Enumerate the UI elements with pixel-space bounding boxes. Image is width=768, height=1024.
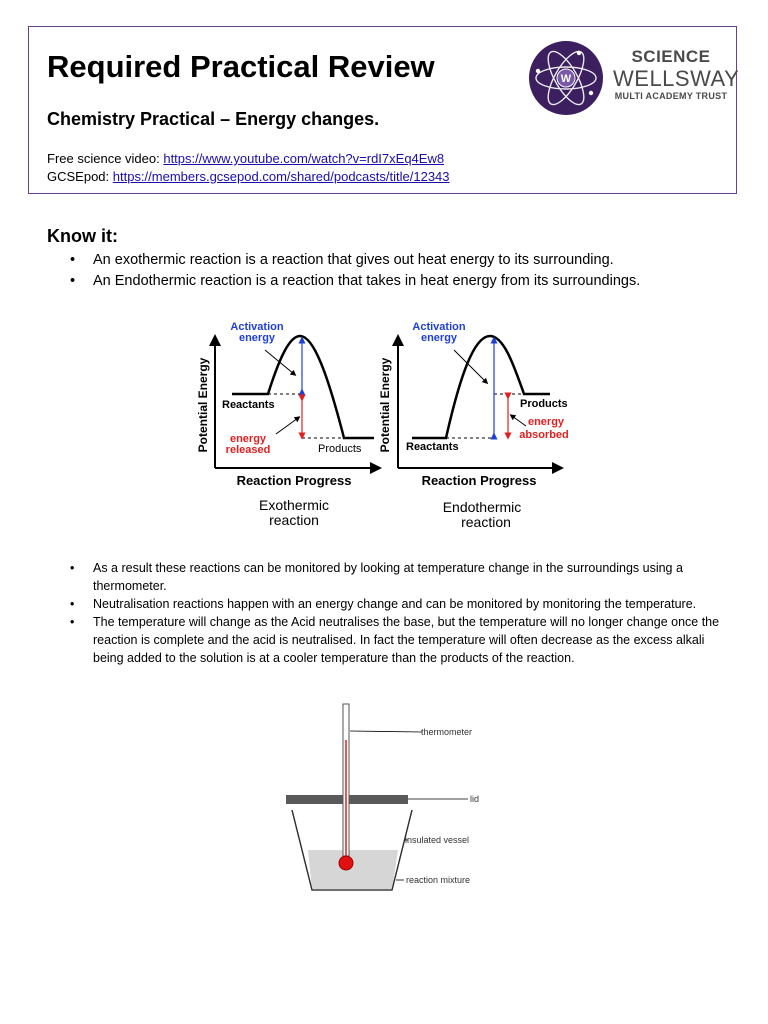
logo-text: [613, 47, 740, 101]
exo-reactants-label: Reactants: [222, 399, 275, 411]
endo-x-axis-label: Reaction Progress: [421, 473, 537, 488]
page-subtitle: Chemistry Practical – Energy changes.: [47, 109, 380, 129]
gcsepod-link-label: GCSEpod:: [47, 169, 113, 184]
notes-list: [70, 559, 730, 667]
school-logo: [529, 41, 740, 117]
exo-products-label: Products: [318, 443, 362, 455]
thermometer-label: thermometer: [421, 727, 473, 737]
list-item: • The temperature will change as the Acid neutralises the base, but the temperature will no longer change once the reaction is complete and the acid is neutralised. In fact the temperature will often decrease as the excess alkali being added to the solution is at a cooler temperature than the products of the reaction.: [70, 613, 730, 667]
list-item: • An Endothermic reaction is a reaction that takes in heat energy from its surroundings.: [70, 271, 710, 292]
endo-y-axis-label: Potential Energy: [378, 357, 392, 453]
endo-activation-label-2: energy: [420, 332, 458, 344]
exo-activation-label-1: Activation: [230, 321, 284, 333]
endo-products-label: Products: [520, 398, 568, 410]
exothermic-diagram: [196, 321, 376, 528]
energy-released-label-1: energy: [229, 433, 267, 445]
endo-caption-1: Endothermic: [442, 499, 522, 515]
list-item: • As a result these reactions can be monitored by looking at temperature change in the surroundings using a thermometer.: [70, 559, 730, 595]
insulated-vessel-label: insulated vessel: [405, 835, 470, 845]
endo-reactants-label: Reactants: [406, 441, 459, 453]
video-link[interactable]: https://www.youtube.com/watch?v=rdI7xEq4Ew8: [163, 151, 445, 166]
exo-caption-1: Exothermic: [258, 497, 330, 513]
list-item: • An exothermic reaction is a reaction that gives out heat energy to its surrounding.: [70, 250, 710, 271]
energy-absorbed-label-1: energy: [527, 416, 565, 428]
logo-line-3: MULTI ACADEMY TRUST: [614, 91, 728, 101]
reaction-mixture-label: reaction mixture: [406, 875, 471, 885]
page-title: Required Practical Review: [47, 49, 435, 84]
endo-activation-label-1: Activation: [412, 321, 466, 333]
logo-line-2: WELLSWAY: [613, 66, 740, 91]
list-item: • Neutralisation reactions happen with an energy change and can be monitored by monitoring the temperature.: [70, 595, 730, 613]
video-link-label: Free science video:: [47, 151, 164, 166]
exo-caption-2: reaction: [269, 512, 319, 528]
know-it-heading: Know it:: [47, 226, 118, 246]
reaction-mixture: [308, 850, 398, 890]
logo-emblem-letter: W: [560, 73, 572, 85]
energy-profile-diagram: [190, 316, 569, 538]
gcsepod-link[interactable]: https://members.gcsepod.com/shared/podcasts/title/12343: [112, 169, 450, 184]
endo-caption-2: reaction: [461, 514, 511, 530]
atom-icon: [529, 41, 603, 115]
exo-y-axis-label: Potential Energy: [196, 357, 210, 453]
energy-absorbed-label-2: absorbed: [519, 429, 569, 441]
exo-activation-label-2: energy: [238, 332, 276, 344]
logo-line-1: SCIENCE: [631, 47, 711, 66]
video-link-line: [47, 151, 444, 166]
exo-x-axis-label: Reaction Progress: [236, 473, 352, 488]
know-it-list: [70, 250, 710, 292]
lid-label: lid: [470, 794, 480, 804]
energy-released-label-2: released: [225, 444, 271, 456]
endothermic-diagram: [378, 321, 569, 530]
header-box: [28, 26, 740, 194]
gcsepod-link-line: [47, 169, 450, 184]
apparatus-diagram: [280, 700, 500, 900]
